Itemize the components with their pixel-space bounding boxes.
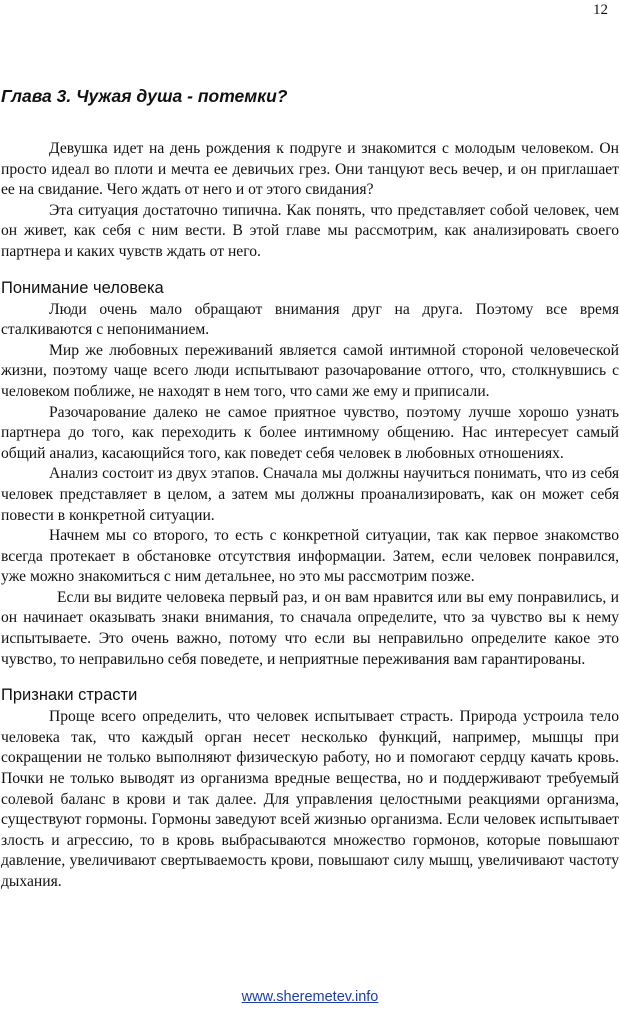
website-link[interactable]: www.sheremetev.info [241,989,379,1005]
section-heading-passion: Признаки страсти [1,686,138,705]
page-content [0,82,620,893]
section-heading-understanding: Понимание человека [1,278,164,297]
section-paragraph: Проще всего определить, что человек испытывает страсть. Природа устроила тело человека так, что каждый орган несет несколько функций, например, мышцы при сокращении не только выполняют физическую работу, но и помогают сердцу качать кровь. Почки не только выводят из организма вредные вещества, но и поддерживают требуемый солевой баланс в крови и так далее. Для управления целостными реакциями организма, существуют гормоны. Гормоны заведуют всей жизнью организма. Если человек испытывает злость и агрессию, то в кровь выбрасываются множество гормонов, которые повышают давление, увеличивают свертываемость крови, повышают силу мышц, увеличивают частоту дыхания. [1,708,619,890]
section-paragraph: Если вы видите человека первый раз, и он вам нравится или вы ему понравились, и он начинает оказывать знаки внимания, то сначала определите, что за чувство вы к нему испытываете. Это очень важно, потому что если вы неправильно определите какое это чувство, то неправильно себя поведете, и неприятные переживания вам гарантированы. [1,588,619,668]
section-paragraph: Начнем мы со второго, то есть с конкретной ситуации, так как первое знакомство всегда протекает в обстановке отсутствия информации. Затем, если человек понравился, уже можно знакомиться с ним детальнее, но это мы рассмотрим позже. [1,527,619,586]
section-paragraph: Люди очень мало обращают внимания друг на друга. Поэтому все время сталкиваются с непониманием. [1,300,619,339]
page-number: 12 [593,2,608,18]
section-paragraph: Анализ состоит из двух этапов. Сначала мы должны научиться понимать, что из себя человек представляет в целом, а затем мы должны проанализировать, как он может себя повести в конкретной ситуации. [1,465,619,524]
section-paragraph: Мир же любовных переживаний является самой интимной стороной человеческой жизни, поэтому чаще всего люди испытывают разочарование оттого, что, столкнувшись с человеком поближе, не находят в нем того, что сами же ему и приписали. [1,341,619,400]
intro-paragraph: Девушка идет на день рождения к подруге и знакомится с молодым человеком. Он просто идеал во плоти и мечта ее девичьих грез. Они танцуют весь вечер, и он приглашает ее на свидание. Чего ждать от него и от этого свидания? [1,140,619,199]
intro-paragraph: Эта ситуация достаточно типична. Как понять, что представляет собой человек, чем он живет, как себя с ним вести. В этой главе мы рассмотрим, как анализировать своего партнера и каких чувств ждать от него. [1,201,619,260]
section-paragraph: Разочарование далеко не самое приятное чувство, поэтому лучше хорошо узнать партнера до того, как переходить к более интимному общению. Нас интересует самый общий анализ, касающийся того, как поведет себя человек в любовных отношениях. [1,403,619,462]
chapter-title: Глава 3. Чужая душа - потемки? [1,86,288,106]
